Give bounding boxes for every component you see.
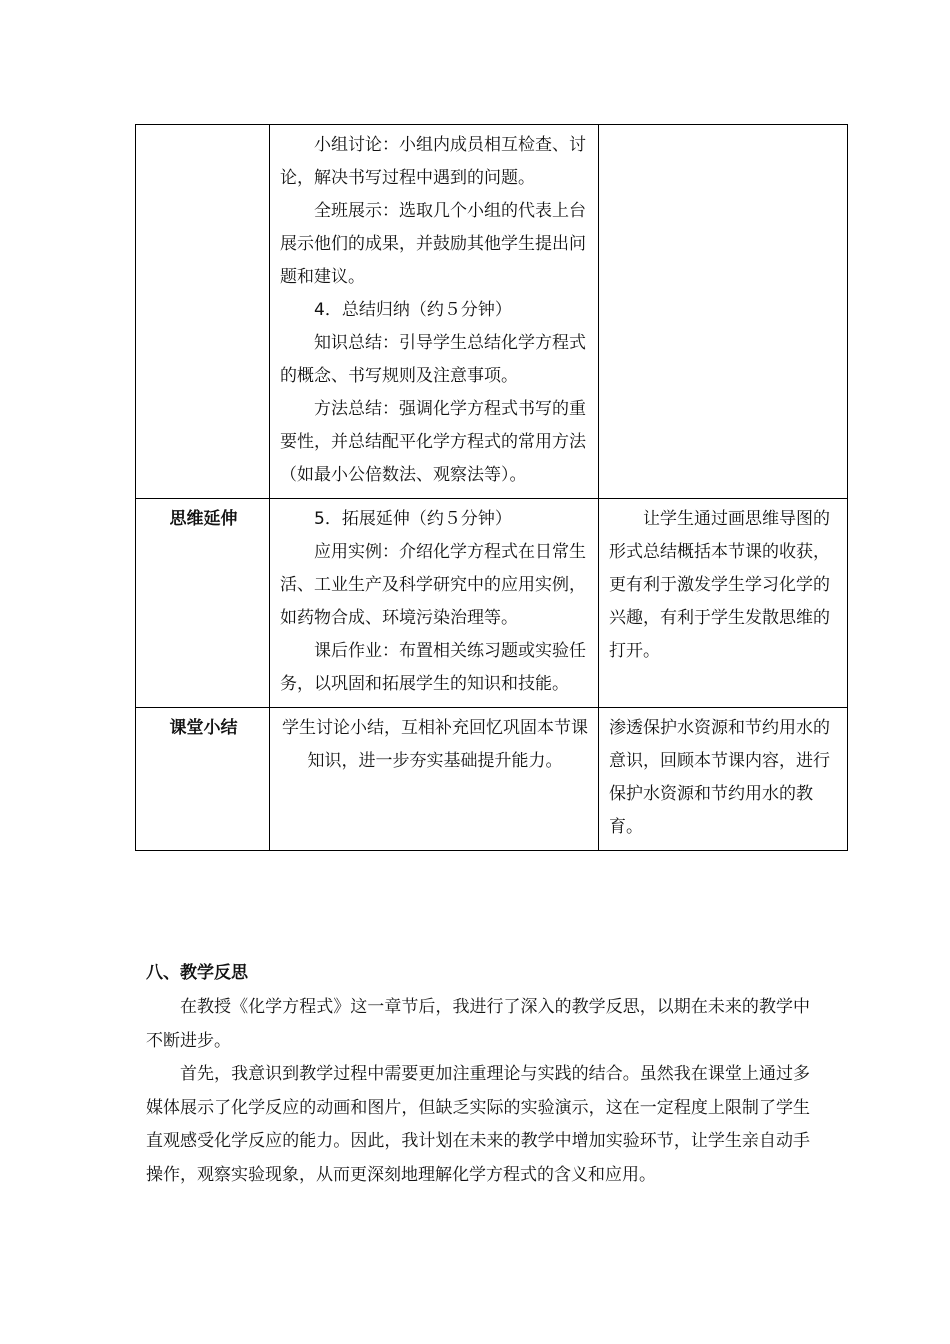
content-paragraph: 方法总结：强调化学方程式书写的重要性，并总结配平化学方程式的常用方法（如最小公倍数法、观察法等）。: [280, 399, 586, 485]
row-content: [270, 125, 599, 499]
row-content: [270, 499, 599, 708]
content-paragraph: 4．总结归纳（约５分钟）: [314, 300, 512, 320]
reflection-paragraph: 首先，我意识到教学过程中需要更加注重理论与实践的结合。虽然我在课堂上通过多媒体展示了化学反应的动画和图片，但缺乏实际的实验演示，这在一定程度上限制了学生直观感受化学反应的能力。因此，我计划在未来的教学中增加实验环节，让学生亲自动手操作，观察实验现象，从而更深刻地理解化学方程式的含义和应用。: [146, 1064, 810, 1185]
table-row: [136, 708, 848, 851]
row-label: 思维延伸: [136, 499, 270, 708]
reflection-paragraph: 在教授《化学方程式》这一章节后，我进行了深入的教学反思，以期在未来的教学中不断进步。: [146, 997, 810, 1051]
content-paragraph: 应用实例：介绍化学方程式在日常生活、工业生产及科学研究中的应用实例，如药物合成、环境污染治理等。: [280, 542, 586, 628]
section-heading: 八、教学反思: [146, 963, 248, 983]
table-row: [136, 499, 848, 708]
reflection-body: [146, 991, 810, 1192]
row-note: [599, 708, 848, 851]
row-note: [599, 499, 848, 708]
lesson-plan-table: [135, 124, 848, 851]
row-label: 课堂小结: [136, 708, 270, 851]
row-content: [270, 708, 599, 851]
content-paragraph: 小组讨论：小组内成员相互检查、讨论，解决书写过程中遇到的问题。: [280, 135, 586, 188]
content-paragraph: 知识总结：引导学生总结化学方程式的概念、书写规则及注意事项。: [280, 333, 586, 386]
table-row: [136, 125, 848, 499]
row-note: [599, 125, 848, 499]
content-paragraph: 5．拓展延伸（约５分钟）: [314, 509, 512, 529]
content-paragraph: 课后作业：布置相关练习题或实验任务，以巩固和拓展学生的知识和技能。: [280, 641, 586, 694]
note-paragraph: 让学生通过画思维导图的形式总结概括本节课的收获，更有利于激发学生学习化学的兴趣，有利于学生发散思维的打开。: [609, 509, 830, 661]
note-paragraph: 渗透保护水资源和节约用水的意识，回顾本节课内容，进行保护水资源和节约用水的教育。: [609, 718, 830, 837]
content-paragraph: 学生讨论小结，互相补充回忆巩固本节课知识，进一步夯实基础提升能力。: [282, 718, 588, 771]
row-label: [136, 125, 270, 499]
content-paragraph: 全班展示：选取几个小组的代表上台展示他们的成果，并鼓励其他学生提出问题和建议。: [280, 201, 586, 287]
